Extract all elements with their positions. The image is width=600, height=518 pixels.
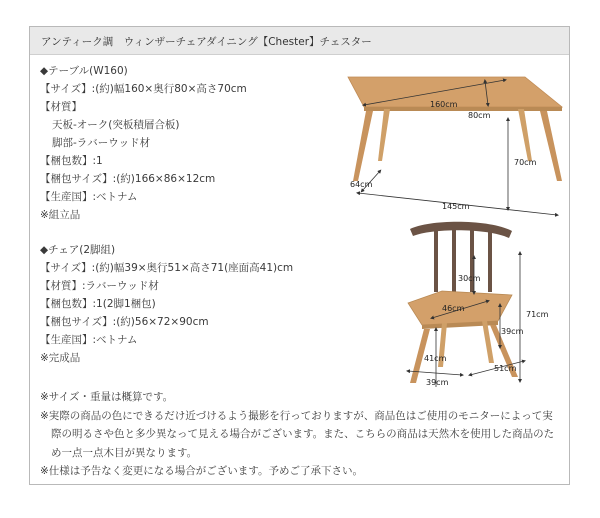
note-line: 際の明るさや色と多少異なって見える場合がございます。また、こちらの商品は天然木を使用した商品のた: [51, 428, 555, 440]
table-spec-size: 【サイズ】:(約)幅160×奥行80×高さ70cm: [40, 83, 247, 95]
title-bar: [30, 27, 569, 55]
note-line: ※サイズ・重量は概算です。: [40, 391, 174, 403]
width-arrow: [408, 371, 462, 375]
seat-height-label: 41cm: [424, 354, 447, 363]
width-label: 39cm: [426, 378, 449, 387]
spec-panel: [29, 26, 570, 485]
chair-base-dimensions: [400, 357, 540, 387]
chair-spindle: [488, 230, 492, 292]
chair-spec-block: [40, 241, 293, 367]
table-leg: [378, 109, 390, 161]
depth-label: 80cm: [468, 111, 491, 120]
page-title: アンティーク調 ウィンザーチェアダイニング【Chester】チェスター: [41, 36, 372, 48]
chair-spec-package-count: 【梱包数】:1(2脚1梱包): [40, 298, 156, 310]
table-spec-package-count: 【梱包数】:1: [40, 155, 103, 167]
chair-spec-heading: ◆チェア(2脚組): [40, 244, 116, 256]
table-leg: [353, 111, 373, 181]
height-label: 70cm: [514, 158, 537, 167]
height-label: 71cm: [526, 310, 549, 319]
depth-label: 51cm: [494, 364, 517, 373]
chair-spec-material: 【材質】:ラバーウッド材: [40, 280, 159, 292]
table-dimension-diagram: [320, 63, 570, 223]
table-spec-heading: ◆テーブル(W160): [40, 65, 128, 77]
table-leg: [518, 109, 532, 161]
seat-depth-side-label: 39cm: [501, 327, 524, 336]
chair-spindle: [434, 230, 438, 292]
table-spec-material-label: 【材質】: [40, 101, 82, 113]
table-spec-assembly: ※組立品: [40, 209, 81, 221]
table-spec-package-size: 【梱包サイズ】:(約)166×86×12cm: [40, 173, 216, 185]
chair-back-rail: [410, 222, 512, 238]
table-leg: [540, 111, 562, 181]
table-spec-leg-material: 脚部-ラバーウッド材: [52, 137, 151, 149]
table-spec-top-material: 天板-オーク(突板積層合板): [52, 119, 180, 131]
table-top-edge: [364, 107, 562, 111]
leg-span-label: 145cm: [442, 202, 470, 211]
table-spec-block: [40, 62, 247, 224]
note-line: め一点一点木目が異なります。: [51, 446, 198, 459]
seat-depth-top-label: 46cm: [442, 304, 465, 313]
back-height-label: 30cm: [458, 274, 481, 283]
note-line: ※仕様は予告なく変更になる場合がございます。予めご了承下さい。: [40, 465, 363, 477]
chair-spec-assembly: ※完成品: [40, 352, 81, 364]
notes-block: [40, 388, 565, 481]
leg-depth-label: 64cm: [350, 180, 373, 189]
chair-spec-package-size: 【梱包サイズ】:(約)56×72×90cm: [40, 316, 209, 328]
note-line: ※実際の商品の色にできるだけ近づけるよう撮影を行っておりますが、商品色はご使用のモニターによって実: [40, 409, 553, 422]
chair-spindle: [452, 227, 456, 292]
width-label: 160cm: [430, 100, 458, 109]
table-spec-origin: 【生産国】:ベトナム: [40, 191, 138, 203]
chair-spec-size: 【サイズ】:(約)幅39×奥行51×高さ71(座面高41)cm: [40, 262, 294, 274]
chair-spec-origin: 【生産国】:ベトナム: [40, 334, 138, 346]
